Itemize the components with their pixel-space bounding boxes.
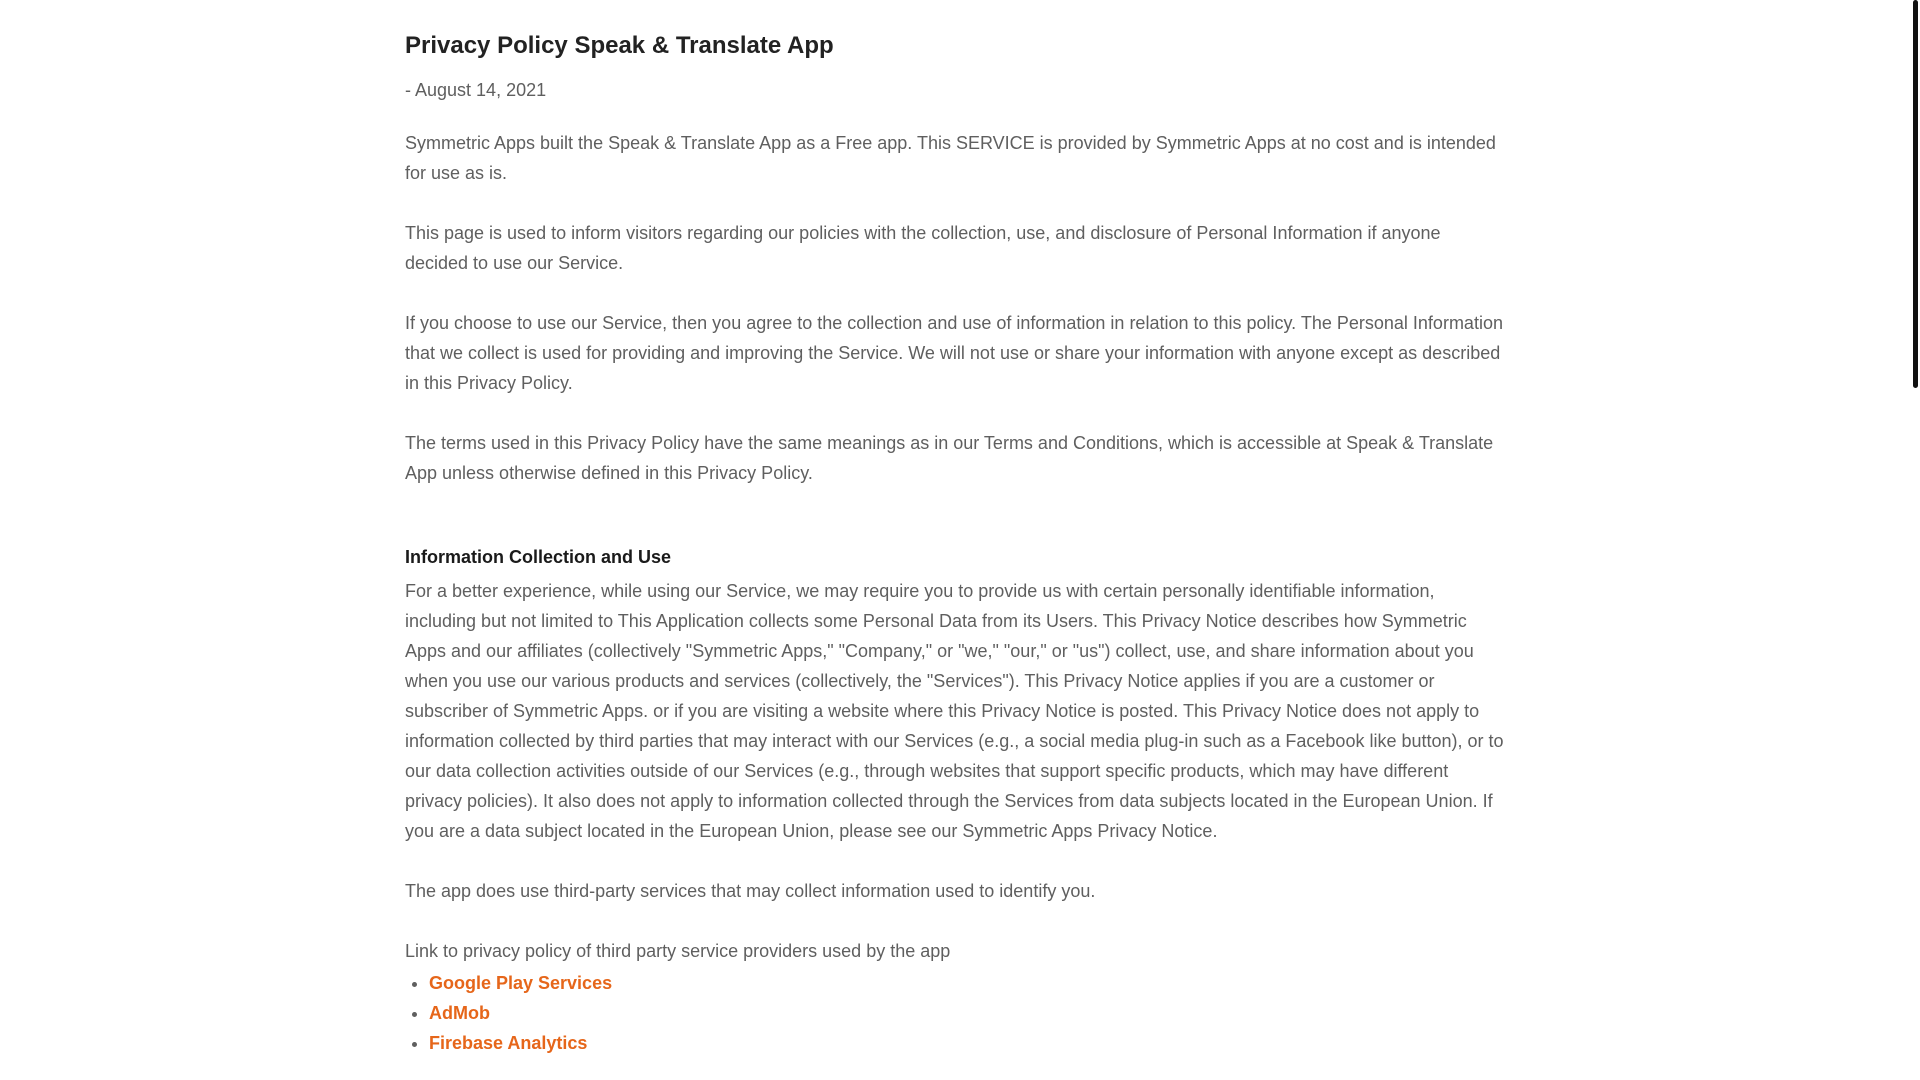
list-item — [429, 1028, 1507, 1058]
scrollbar[interactable] — [1911, 0, 1920, 1080]
admob-link[interactable]: AdMob — [429, 1003, 490, 1023]
scrollbar-thumb[interactable] — [1913, 0, 1918, 388]
policy-body — [405, 128, 1507, 1058]
intro-paragraph-2: This page is used to inform visitors regarding our policies with the collection, use, and disclosure of Personal Information if anyone decided to use our Service. — [405, 223, 1441, 273]
firebase-analytics-link[interactable]: Firebase Analytics — [429, 1033, 588, 1053]
intro-paragraph-3: If you choose to use our Service, then you agree to the collection and use of information in relation to this policy. The Personal Information that we collect is used for providing and improving the Service. We will not use or share your information with anyone except as described in this Privacy Policy. — [405, 313, 1503, 393]
section-paragraph-1: For a better experience, while using our Service, we may require you to provide us with certain personally identifiable information, including but not limited to This Application collects some Personal Data from its Users. This Privacy Notice describes how Symmetric Apps and our affiliates (collectively "Symmetric Apps," "Company," or "we," "our," or "us") collect, use, and share information about you when you use our various products and services (collectively, the "Services"). This Privacy Notice applies if you are a customer or subscriber of Symmetric Apps. or if you are visiting a website where this Privacy Notice is posted. This Privacy Notice does not apply to information collected by third parties that may interact with our Services (e.g., a social media plug-in such as a Facebook like button), or to our data collection activities outside of our Services (e.g., through websites that support specific products, which may have different privacy policies). It also does not apply to information collected through the Services from data subjects located in the European Union. If you are a data subject located in the European Union, please see our Symmetric Apps Privacy Notice. — [405, 581, 1504, 841]
policy-date: - August 14, 2021 — [405, 80, 547, 100]
page-title: Privacy Policy Speak & Translate App — [405, 32, 834, 59]
list-item — [429, 998, 1507, 1028]
privacy-policy-page — [405, 0, 1507, 1058]
intro-paragraph-4: The terms used in this Privacy Policy have the same meanings as in our Terms and Conditions, which is accessible at Speak & Translate App unless otherwise defined in this Privacy Policy. — [405, 433, 1494, 483]
list-item — [429, 968, 1507, 998]
google-play-services-link[interactable]: Google Play Services — [429, 973, 613, 993]
section-paragraph-3: Link to privacy policy of third party service providers used by the app — [405, 941, 951, 961]
third-party-links-list — [405, 968, 1507, 1058]
intro-paragraph-1: Symmetric Apps built the Speak & Translate App as a Free app. This SERVICE is provided by Symmetric Apps at no cost and is intended for use as is. — [405, 133, 1496, 183]
section-paragraph-2: The app does use third-party services that may collect information used to identify you. — [405, 881, 1096, 901]
section-heading-information-collection: Information Collection and Use — [405, 547, 672, 567]
